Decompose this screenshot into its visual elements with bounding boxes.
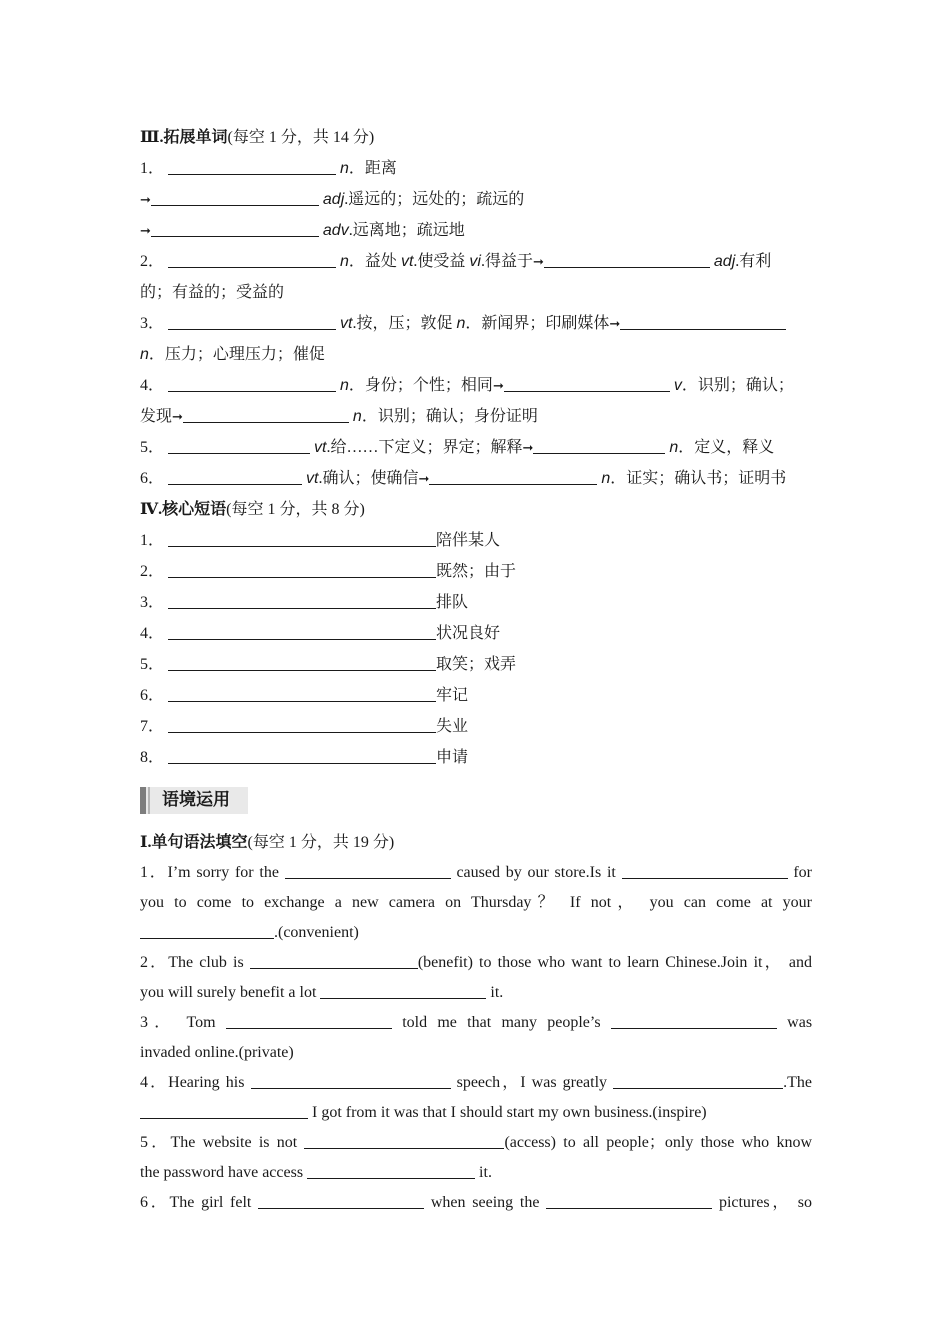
grammar-q2-line2 <box>140 978 812 1008</box>
question-text: you to come to exchange a new camera on Thursday？ If not， you can come at your <box>140 894 812 911</box>
expand-item-1a <box>140 153 812 184</box>
meaning: .有利 <box>735 253 772 270</box>
phrase-item <box>140 525 812 556</box>
meaning: 牢记 <box>436 687 469 704</box>
arrow-icon: ➞ <box>418 472 430 487</box>
answer-blank[interactable] <box>168 559 436 578</box>
item-number: 4． <box>140 377 165 394</box>
phrase-item <box>140 649 812 680</box>
meaning: ．识别；确认； <box>681 377 794 394</box>
item-number: 6． <box>140 470 165 487</box>
meaning: 陪伴某人 <box>436 532 501 549</box>
section-score-note: (每空 1 分，共 14 分) <box>227 129 375 146</box>
answer-blank[interactable] <box>544 249 710 268</box>
question-text: 2．The club is <box>140 954 244 971</box>
part-of-speech: n <box>340 377 349 394</box>
item-number: 1． <box>140 160 165 177</box>
meaning: ．定义，释义 <box>678 439 775 456</box>
meaning: .遥远的；远处的；疏远的 <box>344 191 525 208</box>
phrase-item <box>140 618 812 649</box>
expand-item-2-continued <box>140 277 812 308</box>
answer-blank[interactable] <box>429 466 597 485</box>
question-text: speech，I was greatly <box>456 1074 608 1091</box>
answer-blank[interactable] <box>258 1190 424 1209</box>
worksheet-page <box>140 122 812 1218</box>
meaning: 发现 <box>140 408 173 425</box>
meaning: 失业 <box>436 718 469 735</box>
answer-blank[interactable] <box>168 714 436 733</box>
meaning: .确认；使确信 <box>318 470 419 487</box>
question-text: .The <box>783 1074 813 1091</box>
part-of-speech: n <box>352 408 362 425</box>
section-title: Ⅳ.核心短语 <box>140 501 227 518</box>
answer-blank[interactable] <box>307 1160 475 1179</box>
part-of-speech: adj <box>322 191 345 208</box>
expand-item-4 <box>140 370 812 401</box>
section-phrases-heading <box>140 494 812 525</box>
meaning: 状况良好 <box>436 625 501 642</box>
part-of-speech: v <box>673 377 682 394</box>
question-text: (access) to all people；only those who know <box>504 1134 812 1151</box>
meaning: ．识别；确认；身份证明 <box>361 408 538 425</box>
meaning: 既然；由于 <box>436 563 517 580</box>
part-of-speech: adv <box>322 222 349 239</box>
question-text: was <box>787 1014 813 1031</box>
answer-blank[interactable] <box>622 860 788 879</box>
question-text: 4．Hearing his <box>140 1074 245 1091</box>
grammar-q1-line1 <box>140 858 812 888</box>
grammar-q3-line1 <box>140 1008 812 1038</box>
question-text: 3． Tom <box>140 1014 216 1031</box>
grammar-q4-line2 <box>140 1098 812 1128</box>
item-number: 3． <box>140 594 165 611</box>
meaning: .按，压；敦促 <box>352 315 457 332</box>
answer-blank[interactable] <box>151 218 319 237</box>
phrase-item <box>140 587 812 618</box>
banner-title: 语境运用 <box>162 790 230 810</box>
meaning: 排队 <box>436 594 469 611</box>
part-of-speech: n <box>456 315 466 332</box>
item-number: 2． <box>140 563 165 580</box>
answer-blank[interactable] <box>168 652 436 671</box>
meaning: ．新闻界；印刷媒体 <box>465 315 610 332</box>
item-number: 8． <box>140 749 165 766</box>
question-text: caused by our store.Is it <box>456 864 616 881</box>
expand-item-3-continued <box>140 339 812 370</box>
grammar-q1-line3 <box>140 918 812 948</box>
answer-blank[interactable] <box>320 980 486 999</box>
meaning: 取笑；戏弄 <box>436 656 517 673</box>
answer-blank[interactable] <box>613 1070 783 1089</box>
arrow-icon: ➞ <box>609 317 621 332</box>
part-of-speech: n <box>601 470 611 487</box>
section-score-note: (每空 1 分，共 19 分) <box>247 834 395 851</box>
meaning: .远离地；疏远地 <box>348 222 465 239</box>
answer-blank[interactable] <box>251 1070 451 1089</box>
item-number: 5． <box>140 439 165 456</box>
answer-blank[interactable] <box>168 590 436 609</box>
banner-bar <box>148 787 150 814</box>
question-text: you will surely benefit a lot <box>140 984 317 1001</box>
meaning: ．证实；确认书；证明书 <box>610 470 787 487</box>
section-banner <box>140 787 248 814</box>
part-of-speech: n <box>140 346 149 363</box>
grammar-q2-line1 <box>140 948 812 978</box>
answer-blank[interactable] <box>168 249 336 268</box>
section-title: Ⅲ.拓展单词 <box>140 129 228 146</box>
phrase-item <box>140 680 812 711</box>
arrow-icon: ➞ <box>172 410 183 425</box>
question-text: .(convenient) <box>274 924 359 941</box>
item-number: 2． <box>140 253 165 270</box>
section-score-note: (每空 1 分，共 8 分) <box>226 501 365 518</box>
part-of-speech: vt <box>306 470 319 487</box>
grammar-q6-line1 <box>140 1188 812 1218</box>
answer-blank[interactable] <box>285 860 451 879</box>
meaning: .给……下定义；界定；解释 <box>326 439 523 456</box>
answer-blank[interactable] <box>168 311 336 330</box>
expand-item-6 <box>140 463 812 494</box>
question-text: it. <box>479 1164 492 1181</box>
arrow-icon: ➞ <box>522 441 534 456</box>
section-title: Ⅰ.单句语法填空 <box>140 834 248 851</box>
grammar-q3-line2 <box>140 1038 812 1068</box>
answer-blank[interactable] <box>140 1100 308 1119</box>
phrase-list <box>140 525 812 773</box>
question-text: invaded online.(private) <box>140 1044 294 1061</box>
item-number: 6． <box>140 687 165 704</box>
question-text: 1．I’m sorry for the <box>140 864 279 881</box>
answer-blank[interactable] <box>168 528 436 547</box>
answer-blank[interactable] <box>250 950 418 969</box>
expand-item-1c <box>140 215 812 246</box>
meaning: ．身份；个性；相同 <box>348 377 493 394</box>
part-of-speech: n <box>340 160 349 177</box>
answer-blank[interactable] <box>620 311 786 330</box>
expand-item-4-continued <box>140 401 812 432</box>
phrase-item <box>140 711 812 742</box>
meaning: .得益于 <box>480 253 533 270</box>
answer-blank[interactable] <box>611 1010 777 1029</box>
answer-blank[interactable] <box>304 1130 504 1149</box>
arrow-icon: ➞ <box>140 193 151 208</box>
grammar-q5-line2 <box>140 1158 812 1188</box>
arrow-icon: ➞ <box>492 379 504 394</box>
meaning: ．距离 <box>348 160 397 177</box>
question-text: for <box>793 864 812 881</box>
answer-blank[interactable] <box>168 466 302 485</box>
meaning: .使受益 <box>413 253 470 270</box>
answer-blank[interactable] <box>168 683 436 702</box>
question-text: (benefit) to those who want to learn Chinese.Join it， and <box>417 954 812 971</box>
part-of-speech: vt <box>340 315 353 332</box>
answer-blank[interactable] <box>168 156 336 175</box>
grammar-q5-line1 <box>140 1128 812 1158</box>
question-text: pictures， so <box>718 1194 813 1211</box>
item-number: 3． <box>140 315 165 332</box>
question-text: it. <box>490 984 504 1001</box>
meaning: ．益处 <box>348 253 401 270</box>
answer-blank[interactable] <box>546 1190 712 1209</box>
phrase-item <box>140 742 812 773</box>
part-of-speech: vi <box>469 253 481 270</box>
answer-blank[interactable] <box>533 435 665 454</box>
expand-item-3 <box>140 308 812 339</box>
arrow-icon: ➞ <box>140 224 151 239</box>
item-number: 7． <box>140 718 165 735</box>
question-text: 6．The girl felt <box>140 1194 252 1211</box>
section-grammar-heading <box>140 828 812 858</box>
answer-blank[interactable] <box>504 373 670 392</box>
question-text: when seeing the <box>430 1194 540 1211</box>
question-text: 5．The website is not <box>140 1134 298 1151</box>
banner-bar <box>140 787 146 814</box>
question-text: told me that many people’s <box>402 1014 601 1031</box>
part-of-speech: vt <box>400 253 414 270</box>
part-of-speech: adj <box>713 253 736 270</box>
item-number: 4． <box>140 625 165 642</box>
meaning: 申请 <box>436 749 469 766</box>
expand-item-2 <box>140 246 812 277</box>
expand-item-1b <box>140 184 812 215</box>
answer-blank[interactable] <box>168 435 310 454</box>
part-of-speech: vt <box>314 439 327 456</box>
question-text: the password have access <box>140 1164 304 1181</box>
grammar-q4-line1 <box>140 1068 812 1098</box>
grammar-q1-line2 <box>140 888 812 918</box>
answer-blank[interactable] <box>168 621 436 640</box>
phrase-item <box>140 556 812 587</box>
answer-blank[interactable] <box>151 187 319 206</box>
expand-item-5 <box>140 432 812 463</box>
part-of-speech: n <box>669 439 679 456</box>
meaning: 的；有益的；受益的 <box>140 284 285 301</box>
section-expand-heading <box>140 122 812 153</box>
answer-blank[interactable] <box>183 404 349 423</box>
arrow-icon: ➞ <box>532 255 544 270</box>
item-number: 1． <box>140 532 165 549</box>
answer-blank[interactable] <box>168 745 436 764</box>
part-of-speech: n <box>340 253 349 270</box>
meaning: ．压力；心理压力；催促 <box>148 346 325 363</box>
answer-blank[interactable] <box>168 373 336 392</box>
question-text: I got from it was that I should start my own business.(inspire) <box>312 1104 707 1121</box>
answer-blank[interactable] <box>140 920 274 939</box>
item-number: 5． <box>140 656 165 673</box>
answer-blank[interactable] <box>226 1010 392 1029</box>
